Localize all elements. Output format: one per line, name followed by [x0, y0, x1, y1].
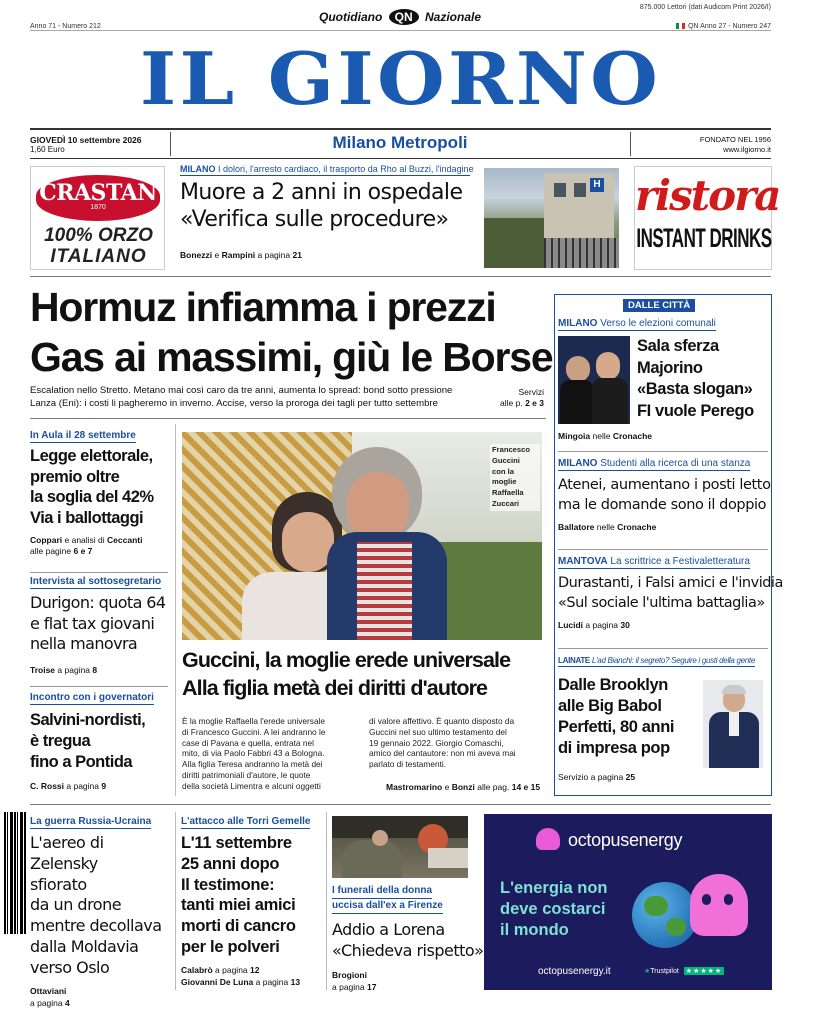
right-story-4-headline[interactable]: Dalle Brooklyn alle Big Babol Perfetti, 80 anni di impresa pop	[558, 676, 675, 757]
left-story-3[interactable]	[30, 692, 170, 791]
bottom-story-3-kicker: I funerali della donna uccisa dall'ex a Firenze	[332, 884, 477, 914]
octopus-slogan: L'energia non deve costarci il mondo	[500, 879, 608, 939]
guccini-photo[interactable]	[182, 432, 542, 640]
funeral-photo[interactable]	[332, 816, 468, 878]
crastan-logo: CRASTAN 1870	[36, 175, 160, 221]
top-story-kicker: MILANO I dolori, l'arresto cardiaco, il trasporto da Rho al Buzzi, l'indagine	[180, 164, 474, 174]
top-story[interactable]	[180, 164, 480, 270]
website-link[interactable]: www.ilgiorno.it	[723, 145, 771, 154]
bottom-story-2-headline[interactable]: L'11 settembre 25 anni dopo Il testimone: tanti miei amici morti di cancro per le polveri	[181, 834, 296, 956]
right-story-4-kicker: LAINATE L'ad Bianchi: il segreto? Seguire i gusti della gente	[558, 656, 755, 665]
ristora-ad[interactable]	[634, 166, 780, 270]
octopus-mascot-icon	[536, 828, 560, 850]
readers-info: 875.000 Lettori (dati Audicom Print 2026/I)	[639, 4, 771, 11]
left-story-2-headline[interactable]: Durigon: quota 64 e flat tax giovani nella manovra	[30, 593, 166, 653]
main-headline-2[interactable]: Gas ai massimi, giù le Borse	[30, 334, 553, 380]
right-story-3-kicker: MANTOVA La scrittrice a Festivaletteratura	[558, 556, 750, 567]
bottom-story-1-kicker: La guerra Russia-Ucraina	[30, 816, 152, 827]
left-story-3-kicker: Incontro con i governatori	[30, 692, 154, 703]
octopus-brand: octopusenergy	[568, 830, 683, 850]
issue-number-left: Anno 71 - Numero 212	[30, 23, 101, 30]
right-story-1-byline: Mingoia nelle Cronache	[558, 431, 653, 441]
pink-octopus-icon	[690, 874, 748, 936]
trustpilot-badge: ★Trustpilot ★★★★★	[644, 968, 723, 975]
right-story-1-headline[interactable]: Sala sferza Majorino «Basta slogan» FI vuole Perego	[637, 337, 754, 420]
left-story-2[interactable]	[30, 576, 170, 675]
sala-majorino-photo[interactable]	[558, 336, 630, 424]
top-story-byline: Bonezzi e Rampini a pagina 21	[180, 250, 302, 260]
right-story-4-byline: Servizio a pagina 25	[558, 772, 636, 782]
ristora-tagline: INSTANT DRINKS	[636, 223, 772, 254]
barcode	[4, 812, 26, 934]
network-banner	[300, 9, 500, 27]
octopus-url[interactable]: octopusenergy.it	[538, 966, 611, 977]
ristora-logo: ristora	[635, 171, 780, 220]
right-story-4[interactable]	[558, 656, 770, 667]
bottom-story-2[interactable]	[181, 816, 326, 988]
dalle-citta-title: DALLE CITTÀ	[623, 299, 695, 312]
left-story-2-kicker: Intervista al sottosegretario	[30, 576, 162, 587]
crastan-slogan-1: 100% ORZO	[44, 225, 153, 246]
italian-flag-icon	[676, 23, 685, 29]
crastan-slogan-2: ITALIANO	[50, 246, 147, 267]
bottom-story-2-byline: Calabrò a pagina 12 Giovanni De Luna a pagina 13	[181, 964, 301, 987]
issue-number-right: QN Anno 27 - Numero 247	[676, 23, 771, 30]
network-left: Quotidiano	[318, 10, 383, 24]
right-story-1-kicker: MILANO Verso le elezioni comunali	[558, 318, 716, 329]
right-story-2[interactable]	[558, 458, 770, 532]
founded-year: FONDATO NEL 1956	[699, 135, 771, 144]
trustpilot-stars-icon: ★★★★★	[685, 968, 723, 975]
right-story-3-headline[interactable]: Durastanti, i Falsi amici e l'invidia «Sul sociale l'ultima battaglia»	[558, 575, 783, 611]
qn-logo: QN	[389, 9, 419, 25]
bottom-story-1[interactable]	[30, 816, 175, 1009]
octopus-ad[interactable]	[484, 814, 772, 990]
right-story-2-byline: Ballatore nelle Cronache	[558, 522, 657, 532]
guccini-headline-2[interactable]: Alla figlia metà dei diritti d'autore	[182, 676, 488, 700]
left-story-1[interactable]	[30, 430, 170, 557]
main-headline-1[interactable]: Hormuz infiamma i prezzi	[30, 284, 496, 330]
left-story-1-byline: Coppari e analisi di Ceccanti alle pagine 6 e 7	[30, 535, 143, 556]
edition-name[interactable]: Milano Metropoli	[332, 133, 468, 152]
issue-price: 1,60 Euro	[30, 145, 65, 154]
guccini-byline: Mastromarino e Bonzi alle pag. 14 e 15	[386, 782, 541, 792]
left-story-1-headline[interactable]: Legge elettorale, premio oltre la soglia del 42% Via i ballottaggi	[30, 447, 154, 527]
main-services-ref: Servizi alle p. 2 e 3	[500, 387, 544, 408]
guccini-body-left: È la moglie Raffaella l'erede universale di Francesco Guccini. A lei andranno le case di Pavana e quella, entrata nel mito, di via Paolo Fabbri 43 a Bologna. Alla figlia Teresa andranno la metà dei diritti patrimoniali d'autore, le quote della società Limentra e alcuni oggetti	[182, 716, 326, 791]
crastan-ad[interactable]	[30, 166, 165, 270]
right-story-2-headline[interactable]: Atenei, aumentano i posti letto ma le domande sono il doppio	[558, 477, 771, 513]
top-story-headline-2[interactable]: «Verifica sulle procedure»	[180, 207, 449, 232]
hospital-sign-icon: H	[590, 178, 604, 192]
bottom-story-2-kicker: L'attacco alle Torri Gemelle	[181, 816, 311, 827]
bottom-story-3-byline: Brogioni a pagina 17	[332, 970, 377, 992]
left-story-3-headline[interactable]: Salvini-nordisti, è tregua fino a Pontida	[30, 711, 146, 771]
newspaper-title[interactable]: IL GIORNO	[139, 36, 662, 121]
bottom-story-3[interactable]	[332, 884, 484, 993]
left-story-2-byline: Troise a pagina 8	[30, 664, 98, 675]
right-story-1[interactable]	[558, 318, 768, 331]
bottom-story-3-headline[interactable]: Addio a Lorena «Chiedeva rispetto»	[332, 920, 484, 960]
left-story-3-byline: C. Rossi a pagina 9	[30, 781, 107, 791]
guccini-photo-caption: Francesco Guccini con la moglie Raffaella Zuccari	[490, 444, 540, 511]
earth-globe-icon	[632, 882, 698, 948]
network-right: Nazionale	[425, 10, 482, 24]
issue-date: GIOVEDÌ 10 settembre 2026	[30, 135, 142, 145]
left-story-1-kicker: In Aula il 28 settembre	[30, 430, 136, 441]
top-story-headline-1[interactable]: Muore a 2 anni in ospedale	[180, 180, 463, 205]
right-story-3[interactable]	[558, 556, 783, 630]
main-summary: Escalation nello Stretto. Metano mai così caro da tre anni, aumenta lo spread: bond sotto pressione Lanza (Eni): i costi li pagheremo in inverno. Accise, verso la proroga dei tagli per tutto settembre	[30, 385, 453, 409]
guccini-headline-1[interactable]: Guccini, la moglie erede universale	[182, 648, 511, 672]
hospital-photo[interactable]	[484, 168, 619, 268]
right-story-3-byline: Lucidi a pagina 30	[558, 620, 630, 630]
perfetti-ceo-photo[interactable]	[703, 680, 763, 768]
right-story-2-kicker: MILANO Studenti alla ricerca di una stanza	[558, 458, 751, 469]
bottom-story-1-byline: Ottaviani a pagina 4	[30, 985, 70, 1008]
bottom-story-1-headline[interactable]: L'aereo di Zelensky sfiorato da un drone mentre decollava dalla Moldavia verso Oslo	[30, 833, 162, 977]
guccini-body-right: di valore affettivo. È quanto disposto da Guccini nel suo ultimo testamento del 19 gennaio 2022. Giorgio Comaschi, amico del cantautore: non mi aveva mai parlato di testamenti.	[369, 716, 516, 770]
